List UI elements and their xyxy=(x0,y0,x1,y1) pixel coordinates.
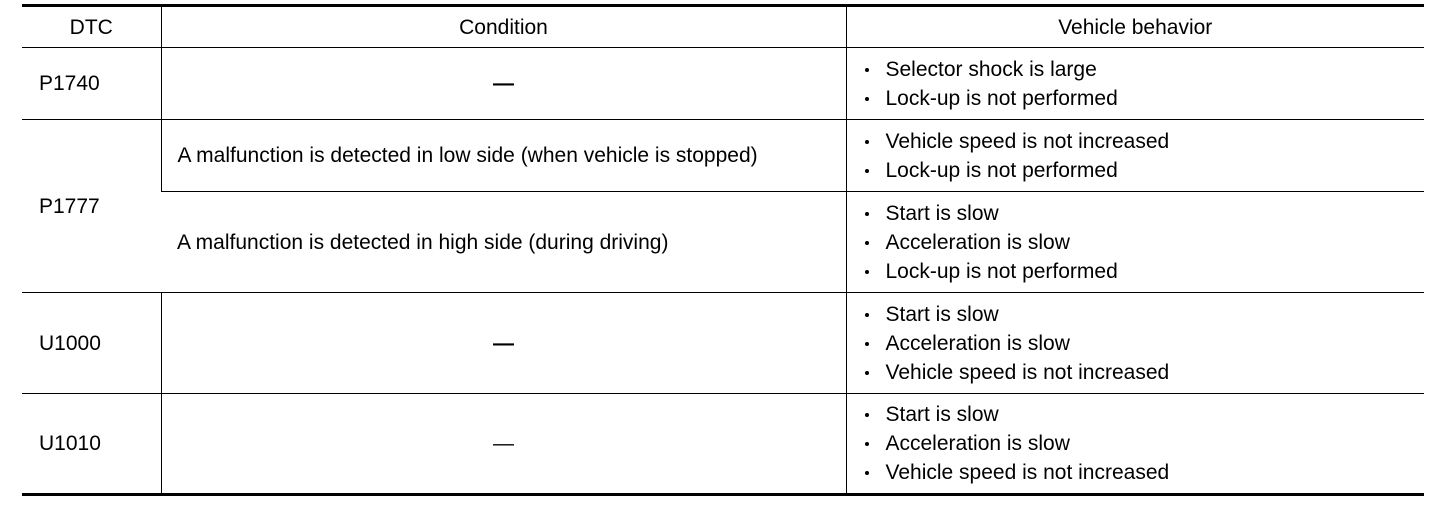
condition-cell xyxy=(161,394,846,495)
behavior-cell xyxy=(846,48,1424,120)
condition-cell: A malfunction is detected in low side (when vehicle is stopped) xyxy=(161,120,846,192)
list-item: Lock-up is not performed xyxy=(861,156,1425,185)
condition-cell: A malfunction is detected in high side (during driving) xyxy=(161,192,846,293)
header-dtc: DTC xyxy=(22,6,161,48)
condition-cell xyxy=(161,293,846,394)
behavior-cell xyxy=(846,120,1424,192)
behavior-list xyxy=(861,400,1425,487)
table-row xyxy=(22,293,1424,394)
list-item: Lock-up is not performed xyxy=(861,257,1425,286)
condition-dash: — xyxy=(493,432,514,455)
dtc-code: U1000 xyxy=(22,293,161,394)
list-item: Vehicle speed is not increased xyxy=(861,127,1425,156)
behavior-list xyxy=(861,55,1425,113)
table-row xyxy=(22,394,1424,495)
behavior-cell xyxy=(846,192,1424,293)
list-item: Vehicle speed is not increased xyxy=(861,358,1425,387)
behavior-list xyxy=(861,127,1425,185)
dtc-behavior-table xyxy=(22,4,1424,496)
behavior-list xyxy=(861,300,1425,387)
dtc-code: P1740 xyxy=(22,48,161,120)
header-condition: Condition xyxy=(161,6,846,48)
list-item: Acceleration is slow xyxy=(861,228,1425,257)
behavior-cell xyxy=(846,293,1424,394)
table-row xyxy=(22,120,1424,192)
list-item: Lock-up is not performed xyxy=(861,84,1425,113)
list-item: Acceleration is slow xyxy=(861,329,1425,358)
behavior-list xyxy=(861,199,1425,286)
list-item: Start is slow xyxy=(861,400,1425,429)
header-row xyxy=(22,6,1424,48)
table-row xyxy=(22,48,1424,120)
list-item: Start is slow xyxy=(861,300,1425,329)
list-item: Vehicle speed is not increased xyxy=(861,458,1425,487)
behavior-cell xyxy=(846,394,1424,495)
list-item: Selector shock is large xyxy=(861,55,1425,84)
table-row xyxy=(22,192,1424,293)
list-item: Start is slow xyxy=(861,199,1425,228)
condition-dash: — xyxy=(493,72,514,95)
header-vehicle-behavior: Vehicle behavior xyxy=(846,6,1424,48)
dtc-code: U1010 xyxy=(22,394,161,495)
condition-cell xyxy=(161,48,846,120)
list-item: Acceleration is slow xyxy=(861,429,1425,458)
condition-dash: — xyxy=(493,331,514,355)
dtc-code: P1777 xyxy=(22,120,161,293)
